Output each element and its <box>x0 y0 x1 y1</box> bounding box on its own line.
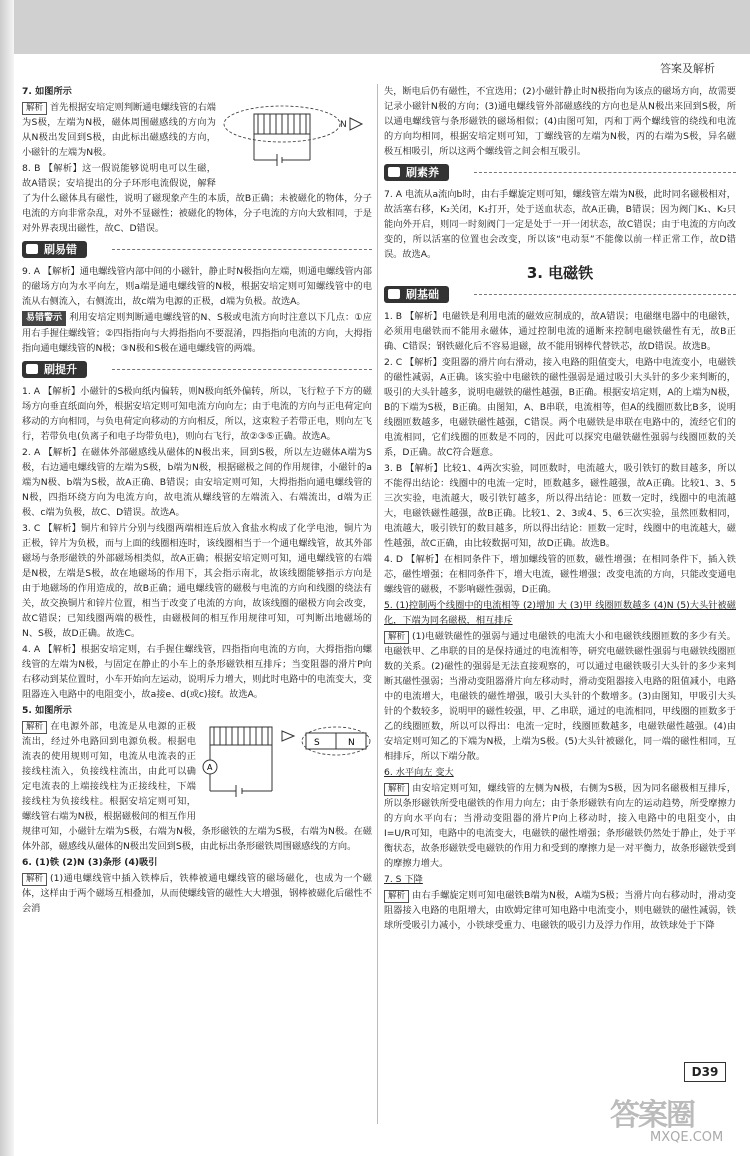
improve-answer-1: 1. A 【解析】小磁针的S极向纸内偏转，则N极向纸外偏转，所以，飞行粒子下方的磁场方向垂直纸面向外，根据安培定则可知电流方向向左；由于电流的方向与正电荷定向移动的方向相同，与负电荷定向移动的方向相反，所以，这束粒子若带正电，则向左飞行，若带负电(负离子和电子均带负电)，则向右飞行，故②③⑤正确。故选A。 <box>22 386 372 442</box>
scan-top-edge <box>0 0 750 54</box>
circuit-diagram <box>202 721 372 803</box>
right-column <box>384 84 736 934</box>
literacy-answer-7: 7. A 电流从a流向b时，由右手螺旋定则可知，螺线管左端为N极，此时同名磁极相对，故活塞右移，K₂关闭，K₁打开，处于送血状态，故A正确，B错误；因为阀门K₁、K₂只能向外开启，则同一时刻阀门一定是处于一开一闭状态，故C错误；由于电流的方向改变的，所以活塞的位置也会改变，所以该“电动泵”不能像以前一样正常工作，故D错误。故选A。 <box>384 189 736 260</box>
banner-improve: 刷提升 <box>22 360 372 380</box>
column-divider <box>377 84 378 1124</box>
basic-answer-4: 4. D 【解析】在相同条件下，增加螺线管的匝数，磁性增强；在相同条件下，插入铁芯，磁性增强；在相同条件下，增大电流，磁性增强；改变电流的方向，只能改变通电螺线管的磁极，不影响磁性强弱，D正确。 <box>384 554 736 595</box>
improve-answer-6: 6. (1)铁 (2)N (3)条形 (4)吸引 <box>22 857 158 868</box>
solenoid-diagram <box>222 102 372 170</box>
improve-answer-5-label: 5. 如图所示 <box>22 705 72 716</box>
watermark-url: MXQE.COM <box>650 1130 724 1145</box>
basic-answer-6: 6. 水平向左 变大 <box>384 767 454 778</box>
book-icon <box>388 167 400 177</box>
mistake-warning: 易错警示 利用安培定则判断通电螺线管的N、S极或电流方向时注意以下几点：①应用右手握住螺线管；②四指指向与大拇指指向不要混淆，四指指向电流的方向，大拇指指向通电螺线管的N极；③N极和S极在通电螺线管的两端。 <box>22 312 372 354</box>
answer-7-body: 解析 首先根据安培定则判断通电螺线管的右端为S极，左端为N极，磁体周围磁感线的方向为从N极出发回到S极，由此标出磁感线的方向，小磁针的左端为N极。 <box>22 102 216 158</box>
book-icon <box>26 244 38 254</box>
continued-text: 失，断电后仍有磁性，不宜选用；(2)小磁针静止时N极指向为该点的磁场方向，故需要记录小磁针N极的方向；(3)通电螺线管外部磁感线的方向也是从N极出来回到S极，所以通电螺线管与条形磁铁的磁场相似；(4)由图可知，丙和丁两个螺线管的绕线和电流的方向均相同，根据安培定则可知，丁螺线管的左端为N极，丙的右端为S极，异名磁极互相吸引，所以这两个螺线管之间会相互吸引。 <box>384 86 736 157</box>
ammeter-label: A <box>207 763 213 772</box>
improve-answer-6-body: 解析 (1)通电螺线管中插入铁棒后，铁棒被通电螺线管的磁场磁化，也成为一个磁体，这样由于两个磁场互相叠加，从而使螺线管的磁性大大增强，钢棒被磁化后磁性不会消 <box>22 873 372 914</box>
banner-basics: 刷基础 <box>384 285 736 305</box>
improve-answer-3: 3. C 【解析】铜片和锌片分别与线圈两端相连后放入食盐水构成了化学电池，铜片为正极，锌片为负极，而与上面的线圈相连时，该线圈相当于一个通电螺线管，故其外部磁场与条形磁铁的外部磁场相类似，故A正确；根据安培定则可知，通电螺线管的右端是N极，左端是S极，故在地磁场的作用下，其会指示南北，故该线圈能够指示方向是由于地磁场的作用造成的，故B正确；通电螺线管的磁极与电流的方向和线圈的绕法有关，故交换铜片和锌片位置，相当于改变了电流的方向，故该线圈的磁极方向会改变，故C错误；已知线圈两端的极性，由磁极间的相互作用规律可知，可判断出地磁场的N、S极，故D正确。故选C。 <box>22 523 372 639</box>
answer-8: 8. B 【解析】这一假说能够说明电可以生磁，故A错误；安培提出的分子环形电流假说，解释了为什么磁体具有磁性，说明了磁现象产生的本质，故B正确；未被磁化的物体，分子电流的方向非常杂乱，对外不显磁性；被磁化的物体，分子电流的方向大致相同，于是对外界表现出磁性，故C、D错误。 <box>22 163 372 234</box>
magnet-s-label: S <box>314 738 320 748</box>
solenoid-figure-7 <box>222 102 372 175</box>
answer-7-label: 7. 如图所示 <box>22 86 72 97</box>
scan-side-edge <box>0 0 14 1156</box>
magnet-n-label: N <box>348 738 355 748</box>
circuit-figure-5 <box>202 721 372 808</box>
left-column <box>22 84 372 917</box>
answer-9: 9. A 【解析】通电螺线管内部中间的小磁针，静止时N极指向左端，则通电螺线管内部的磁场方向为水平向左，则a端是通电螺线管的N极，根据安培定则可知螺线管中的电流从右侧流入，右侧流出，故c端为电源的正极，d端为负极。故选A。 <box>22 266 372 307</box>
improve-answer-5-body: 解析 在电源外部，电流是从电源的正极流出，经过外电路回到电源负极。根据电流表的使用规则可知，电流从电流表的正接线柱流入，负接线柱流出，由此可以确定电流表的上端接线柱为正接线柱，下端接线柱为负接线柱。根据安培定则可知，螺线管右端为N极，根据磁极间的相互作用规律可知，小磁针左端为S极，右端为N极，条形磁铁的左端为S极，右端为N极。在磁体外部，磁感线从磁体的N极出发回到S极，由此标出条形磁铁周围磁感线的方向。 <box>22 721 372 852</box>
book-icon <box>26 364 38 374</box>
improve-answer-2: 2. A 【解析】在磁体外部磁感线从磁体的N极出来，回到S极，所以左边磁体A端为S极，右边通电螺线管的左端为S极，b端为N极，根据磁极之间的作用规律，小磁针的a端为N极、b端为S极，故A正确、B错误；由安培定则可知，大拇指指向通电螺线管的N极，四指环绕方向为电流方向，故电流从螺线管的左端流入、右端流出，d端为正极、c端为负极，故C、D错误。故选A。 <box>22 447 372 518</box>
page-header: 答案及解析 <box>660 62 715 75</box>
watermark-logo: 答案圈 <box>610 1098 694 1133</box>
basic-answer-5: 5. (1)控制两个线圈中的电流相等 (2)增加 大 (3)甲 线圈匝数越多 (4)N (5)大头针被磁化，下端为同名磁极，相互排斥 <box>384 600 736 626</box>
improve-answer-4: 4. A 【解析】根据安培定则，右手握住螺线管，四指指向电流的方向，大拇指指向螺线管的左端为N极，与固定在静止的小车上的条形磁铁相互排斥；当变阻器的滑片P向右移动到某位置时，小车开始向左运动，说明斥力增大，则此时电路中的电流变大，变阻器连入电路中的电阻变小，故a接e、d(或c)接f。故选A。 <box>22 644 372 700</box>
banner-easy-mistakes: 刷易错 <box>22 240 372 260</box>
needle-n-label: N <box>340 120 347 130</box>
basic-answer-7: 7. S 下降 <box>384 874 423 885</box>
basic-answer-5-body: 解析 (1)电磁铁磁性的强弱与通过电磁铁的电流大小和电磁铁线圈匝数的多少有关。电磁铁甲、乙串联的目的是保持通过的电流相等，研究电磁铁磁性强弱与电磁铁线圈匝数的关系。(2)磁性的强弱是无法直接观察的，可以通过电磁铁吸引大头针的多少来判断其磁性强弱；当滑动变阻器滑片向左移动时，滑动变阻器接入电路的阻值减小，电路中的电流增大，电磁铁的磁性增强，吸引大头针的个数增多。(3)由图知，甲吸引大头针的个数较多，说明甲的磁性较强，甲、乙串联，通过的电流相同，甲线圈的匝数多于乙的线圈匝数，所以可以得出：电流一定时，线圈匝数越多，电磁铁磁性越强。(4)由安培定则可知乙的下端为N极，上端为S极。(5)大头针被磁化，同一端的磁性相同，互相排斥，所以下端分散。 <box>384 631 736 762</box>
basic-answer-6-body: 解析 由安培定则可知，螺线管的左侧为N极，右侧为S极，因为同名磁极相互排斥，所以条形磁铁所受电磁铁的作用力向左；由于条形磁铁有向左的运动趋势，所受摩擦力的方向水平向右；当滑动变阻器的滑片P向上移动时，接入电路中的电阻变小，由I=U/R可知，电路中的电流变大，电磁铁的磁性增强；条形磁铁仍然处于静止，处于平衡状态，故条形磁铁受电磁铁的作用力和受到的摩擦力是一对平衡力，故条形磁铁受到的摩擦力增大。 <box>384 783 736 869</box>
basic-answer-1: 1. B 【解析】电磁铁是利用电流的磁效应制成的，故A错误；电磁继电器中的电磁铁，必须用电磁铁而不能用永磁体，通过控制电流的通断来控制电磁铁磁性有无，故B正确、C错误；钢铁磁化后不容易退磁，故不能用钢棒代替铁芯，故D错误。故选B。 <box>384 311 736 352</box>
basic-answer-7-body: 解析 由右手螺旋定则可知电磁铁B端为N极，A端为S极；当滑片向右移动时，滑动变阻器接入电路的电阻增大，由欧姆定律可知电路中电流变小，则电磁铁的磁性减弱，铁球所受吸引力减小，小铁球受重力、电磁铁的吸引力及浮力作用，故铁球处于下降 <box>384 890 736 931</box>
book-icon <box>388 289 400 299</box>
basic-answer-2: 2. C 【解析】变阻器的滑片向右滑动，接入电路的阻值变大，电路中电流变小，电磁铁的磁性减弱，A正确。该实验中电磁铁的磁性强弱是通过吸引大头针的多少来判断的，吸引的大头针越多，说明电磁铁的磁性越强，B正确。根据安培定则，A的上端为N极，B的下端为S极，B正确。由图知，A、B串联，电流相等，但A的线圈匝数比B多，说明线圈匝数越多，电磁铁磁性越强，C错误。两个电磁铁是串联在电路中的，流经它们的电流相同，它们线圈的匝数是不同的，因此可以探究电磁铁磁性强弱与线圈匝数的关系，D正确。故C符合题意。 <box>384 357 736 458</box>
page-number: D39 <box>684 1062 726 1082</box>
basic-answer-3: 3. B 【解析】比较1、4两次实验，同匝数时，电流越大，吸引铁钉的数目越多，所以不能得出结论：线圈中的电流一定时，匝数越多，磁性越强，故A正确。比较1、3、5三次实验，电流越大，吸引铁钉越多，所以得出结论：匝数一定时，线圈中的电流越大，电磁铁磁性越强，故B正确。比较1、2、3或4、5、6三次实验，虽然匝数相同，电流越大，吸引铁钉的数目越多，所以得出结论：匝数一定时，线圈中的电流越大，磁性越强，故C正确，由比较数据可知，故D正确。故选B。 <box>384 463 736 549</box>
section-title: 3. 电磁铁 <box>526 264 594 282</box>
banner-literacy: 刷素养 <box>384 163 736 183</box>
